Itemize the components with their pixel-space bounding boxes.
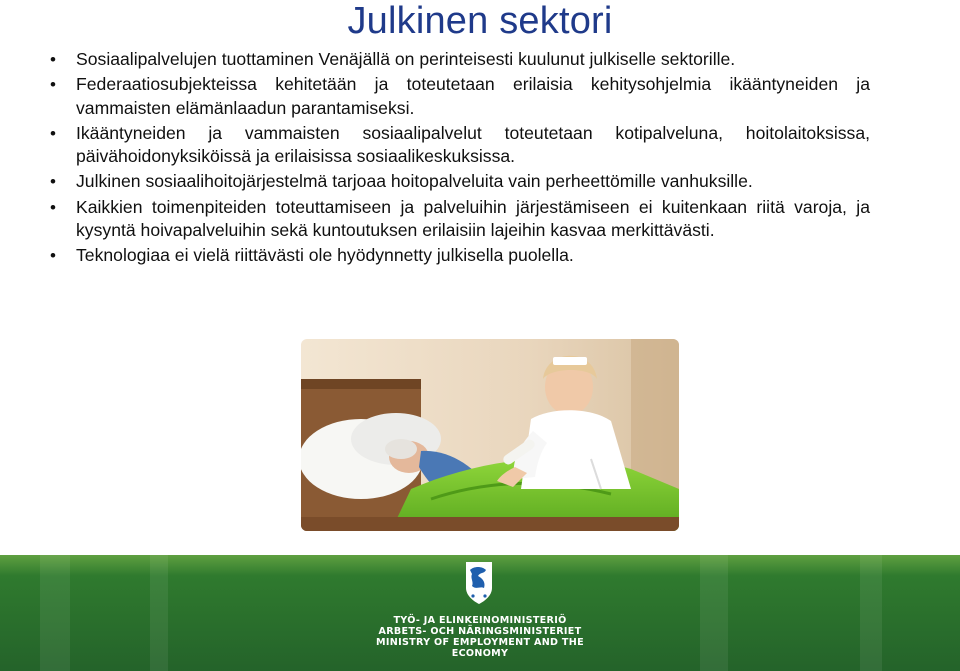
footer-stripe (150, 555, 168, 671)
nurse-patient-illustration (301, 339, 679, 531)
ministry-logo (355, 555, 605, 671)
footer-stripe (860, 555, 882, 671)
bullet-dot-icon: • (50, 123, 56, 143)
bullet-item (46, 122, 870, 169)
bullet-text: Kaikkien toimenpiteiden toteuttamiseen ja palveluihin järjestämiseen ei kuitenkaan riitä varoja, ja kysyntä hoivapalveluihin sekä kuntoutuksen erilaisiin lajeihin kasvaa merkittävästi. (76, 196, 870, 241)
bullet-item (46, 48, 870, 71)
bullet-dot-icon: • (50, 50, 56, 69)
care-photo (301, 339, 679, 531)
footer-stripe (700, 555, 728, 671)
bullet-item (46, 244, 870, 267)
bullet-item (46, 73, 870, 120)
coat-of-arms-lion-icon (464, 560, 494, 606)
bullet-item (46, 170, 870, 193)
ministry-name-sv: ARBETS- OCH NÄRINGSMINISTERIET (378, 626, 582, 637)
bullet-text: Julkinen sosiaalihoitojärjestelmä tarjoaa hoitopalveluita vain perheettömille vanhuksille. (76, 171, 753, 192)
bullet-dot-icon: • (50, 246, 56, 266)
bullet-list (46, 48, 870, 270)
bullet-dot-icon: • (50, 197, 56, 217)
slide-title: Julkinen sektori (347, 0, 613, 42)
footer-stripe (40, 555, 70, 671)
bullet-dot-icon: • (50, 75, 56, 95)
bullet-item (46, 196, 870, 243)
ministry-name-fi: TYÖ- JA ELINKEINOMINISTERIÖ (393, 615, 567, 626)
bullet-text: Federaatiosubjekteissa kehitetään ja toteutetaan erilaisia kehitysohjelmia ikääntyneiden ja vammaisten elämänlaadun parantamiseksi. (76, 74, 870, 118)
bullet-text: Ikääntyneiden ja vammaisten sosiaalipalvelut toteutetaan kotipalveluna, hoitolaitoksissa, päivähoidonyksiköissä ja erilaisissa sosiaalikeskuksissa. (76, 122, 870, 167)
bullet-text: Sosiaalipalvelujen tuottaminen Venäjällä on perinteisesti kuulunut julkiselle sektorille. (76, 49, 736, 69)
bullet-dot-icon: • (50, 172, 56, 192)
ministry-name-en: MINISTRY OF EMPLOYMENT AND THE ECONOMY (376, 637, 584, 659)
bullet-text: Teknologiaa ei vielä riittävästi ole hyödynnetty julkisella puolella. (76, 245, 574, 266)
